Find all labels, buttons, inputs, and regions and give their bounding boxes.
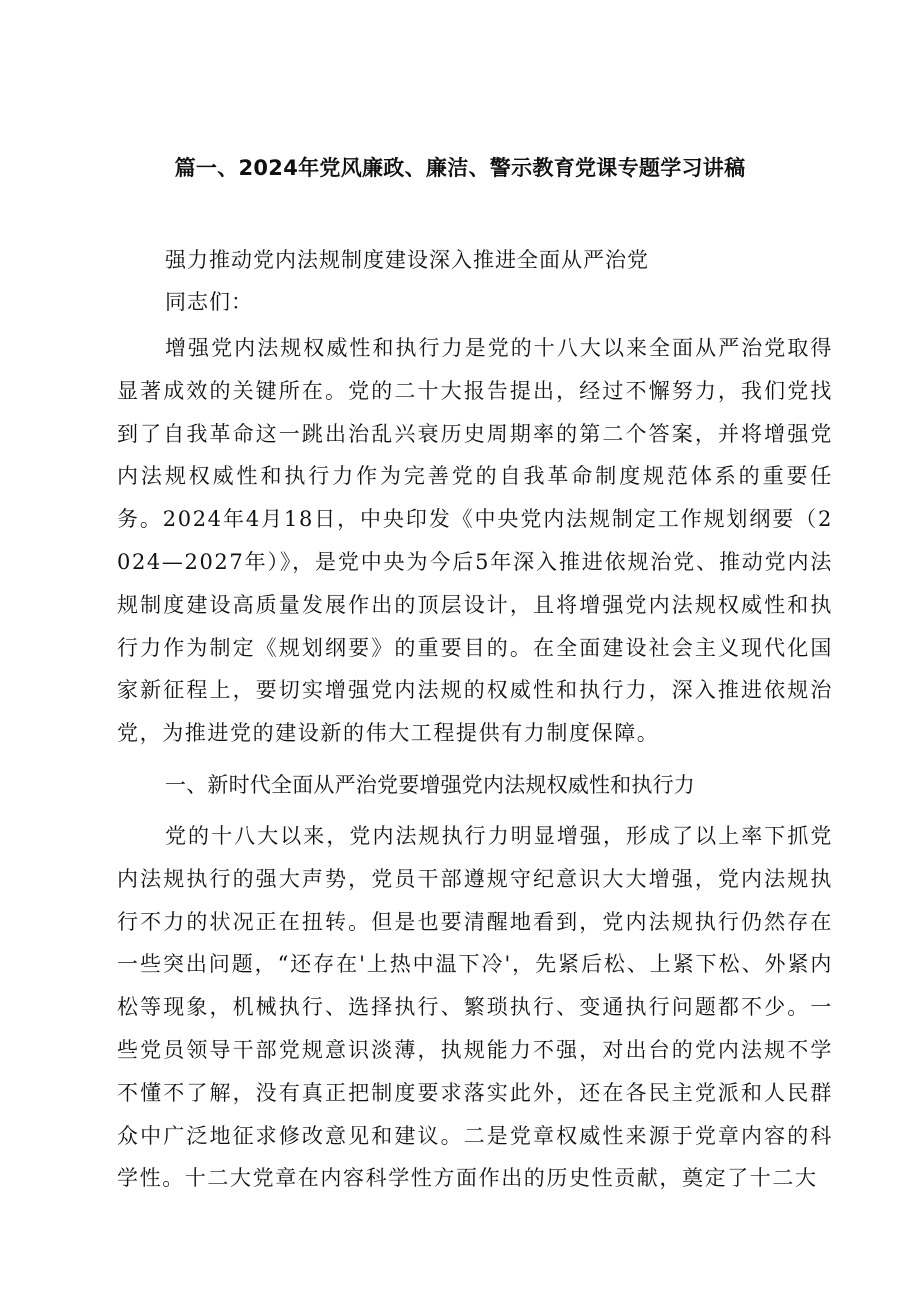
section-heading: 一、新时代全面从严治党要增强党内法规权威性和执行力 [165, 773, 695, 797]
paragraph-intro: 增强党内法规权威性和执行力是党的十八大以来全面从严治党取得显著成效的关键所在。党的二十大报告提出，经过不懈努力，我们党找到了自我革命这一跳出治乱兴衰历史周期率的第二个答案，并将增强党内法规权威性和执行力作为完善党的自我革命制度规范体系的重要任务。2024年4月18日，中央印发《中央党内法规制定工作规划纲要（2024—2027年）》，是党中央为今后5年深入推进依规治党、推动党内法规制度建设高质量发展作出的顶层设计，且将增强党内法规权威性和执行力作为制定《规划纲要》的重要目的。在全面建设社会主义现代化国家新征程上，要切实增强党内法规的权威性和执行力，深入推进依规治党，为推进党的建设新的伟大工程提供有力制度保障。 [117, 336, 833, 746]
document-title: 篇一、2024年党风廉政、廉洁、警示教育党课专题学习讲稿 [174, 156, 746, 180]
document-subtitle: 强力推动党内法规制度建设深入推进全面从严治党 [165, 248, 649, 272]
paragraph-section-one: 党的十八大以来，党内法规执行力明显增强，形成了以上率下抓党内法规执行的强大声势，党员干部遵规守纪意识大大增强，党内法规执行不力的状况正在扭转。但是也要清醒地看到，党内法规执行仍然存在一些突出问题，“还存在'上热中温下冷'，先紧后松、上紧下松、外紧内松等现象，机械执行、选择执行、繁琐执行、变通执行问题都不少。一些党员领导干部党规意识淡薄，执规能力不强，对出台的党内法规不学不懂不了解，没有真正把制度要求落实此外，还在各民主党派和人民群众中广泛地征求修改意见和建议。二是党章权威性来源于党章内容的科学性。十二大党章在内容科学性方面作出的历史性贡献，奠定了十二大 [117, 824, 833, 1191]
greeting: 同志们： [165, 290, 253, 314]
